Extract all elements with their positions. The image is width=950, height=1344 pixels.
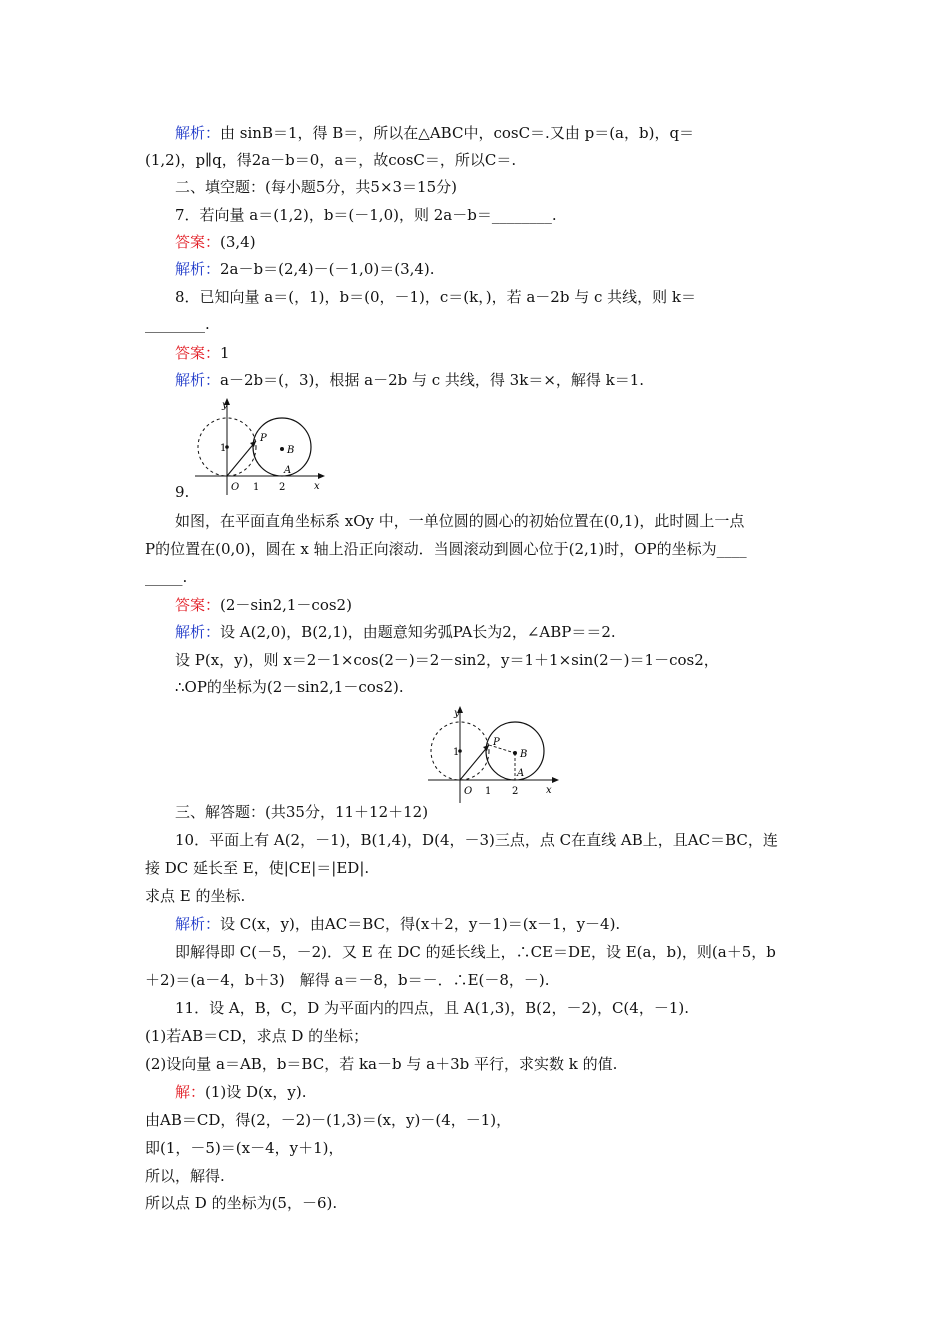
- axis-label-y: y: [222, 400, 228, 411]
- label-analysis: 解析：: [175, 371, 221, 389]
- axis-label-y: y: [454, 708, 460, 719]
- line-text: 8．已知向量 a＝(，1)，b＝(0，－1)，c＝(k，)，若 a－2b 与 c 共线，则 k＝: [175, 288, 697, 306]
- question-10-cont: [145, 858, 805, 880]
- label-analysis: 解析：: [175, 915, 221, 933]
- line-text: 10．平面上有 A(2，－1)，B(1,4)，D(4，－3)三点，点 C在直线 AB上，且AC＝BC，连: [175, 831, 778, 849]
- question-9-cont-2: [145, 567, 805, 589]
- line-text: P的位置在(0,0)，圆在 x 轴上沿正向滚动．当圆滚动到圆心位于(2,1)时，OP的坐标为____: [145, 540, 747, 558]
- line-text: 二、填空题：(每小题5分，共5×3＝15分): [175, 178, 457, 196]
- line-text: 设 A(2,0)，B(2,1)，由题意知劣弧PA长为2，∠ABP＝＝2.: [220, 623, 616, 641]
- line-text: 所以，解得.: [145, 1167, 225, 1185]
- section-heading-solve: [175, 802, 835, 824]
- question-11-part-1: [145, 1026, 805, 1048]
- question-9: [175, 511, 835, 533]
- question-10-ask: [145, 886, 805, 908]
- analysis-7: [175, 259, 835, 281]
- line-text: 1: [220, 344, 230, 362]
- line-l01: [175, 123, 835, 145]
- label-analysis: 解析：: [175, 124, 221, 142]
- tick-label-2: 2: [512, 786, 519, 797]
- line-text: 7．若向量 a＝(1,2)，b＝(－1,0)，则 2a－b＝________.: [175, 206, 557, 224]
- line-l02: [145, 150, 805, 172]
- line-text: 11．设 A，B，C，D 为平面内的四点，且 A(1,3)，B(2，－2)，C(4，－1).: [175, 999, 689, 1017]
- origin-label: O: [464, 786, 473, 797]
- line-text: 求点 E 的坐标.: [145, 887, 246, 905]
- line-text: 设 P(x，y)，则 x＝2－1×cos(2－)＝2－sin2，y＝1＋1×sin(2－)＝1－cos2，: [175, 651, 719, 669]
- point-label-a: A: [284, 465, 292, 476]
- solution-11-step-2: [145, 1138, 805, 1160]
- question-8: [175, 287, 835, 309]
- axis-label-x: x: [546, 785, 552, 796]
- question-7: [175, 205, 835, 227]
- line-text: 所以点 D 的坐标为(5，－6).: [145, 1194, 338, 1212]
- analysis-10: [175, 914, 835, 936]
- tick-label-1: 1: [253, 482, 260, 493]
- line-text: 9.: [175, 483, 190, 501]
- line-text: 由AB＝CD，得(2，－2)－(1,3)＝(x，y)－(4，－1)，: [145, 1111, 512, 1129]
- question-11: [175, 998, 835, 1020]
- question-9-cont: [145, 539, 805, 561]
- solution-11: [175, 1082, 835, 1104]
- analysis-9: [175, 622, 835, 644]
- label-answer: 答案：: [175, 233, 221, 251]
- line-text: (2－sin2,1－cos2): [220, 596, 352, 614]
- line-text: (1,2)，p∥q，得2a－b＝0，a＝，故cosC＝，所以C＝.: [145, 151, 517, 169]
- line-text: (1)设 D(x，y).: [205, 1083, 307, 1101]
- line-text: (1)若AB＝CD，求点 D 的坐标；: [145, 1027, 369, 1045]
- answer-8: [175, 343, 835, 365]
- question-10: [175, 830, 835, 852]
- point-label-p: P: [260, 433, 267, 444]
- analysis-8: [175, 370, 835, 392]
- point-label-p: P: [493, 737, 500, 748]
- analysis-10-cont-2: [145, 970, 805, 992]
- point-label-a: A: [517, 768, 525, 779]
- line-text: ＋2)＝(a－4，b＋3) 解得 a＝－8，b＝－．∴E(－8，－).: [145, 971, 550, 989]
- origin-label: O: [231, 482, 240, 493]
- line-text: _____.: [145, 568, 188, 586]
- line-text: 设 C(x，y)，由AC＝BC，得(x＋2，y－1)＝(x－1，y－4).: [220, 915, 621, 933]
- solution-11-step-3: [145, 1166, 805, 1188]
- analysis-9-cont: [175, 650, 835, 672]
- label-solution: 解：: [175, 1083, 206, 1101]
- label-answer: 答案：: [175, 344, 221, 362]
- figure-rolling-circle-2: [425, 703, 565, 806]
- line-text: (3,4): [220, 233, 256, 251]
- line-text: 三、解答题：(共35分，11＋12＋12): [175, 803, 429, 821]
- y-tick-label-1: 1: [220, 443, 227, 454]
- line-text: a－2b＝(，3)，根据 a－2b 与 c 共线，得 3k＝×，解得 k＝1.: [220, 371, 645, 389]
- question-9-number: [175, 482, 835, 504]
- analysis-9-conclusion: [175, 677, 835, 699]
- line-text: 2a－b＝(2,4)－(－1,0)＝(3,4).: [220, 260, 435, 278]
- solution-11-result: [145, 1193, 805, 1215]
- y-tick-label-1: 1: [453, 747, 460, 758]
- line-text: ________.: [145, 315, 210, 333]
- analysis-10-cont: [175, 942, 835, 964]
- line-text: 接 DC 延长至 E，使|CE|＝|ED|.: [145, 859, 370, 877]
- line-text: 由 sinB＝1，得 B＝，所以在△ABC中，cosC＝.又由 p＝(a，b)，q＝: [220, 124, 695, 142]
- point-label-b: B: [520, 749, 528, 760]
- line-text: 如图，在平面直角坐标系 xOy 中，一单位圆的圆心的初始位置在(0,1)，此时圆上一点: [175, 512, 745, 530]
- axis-label-x: x: [314, 481, 320, 492]
- line-text: (2)设向量 a＝AB，b＝BC，若 ka－b 与 a＋3b 平行，求实数 k 的值.: [145, 1055, 618, 1073]
- line-text: 即解得即 C(－5，－2)．又 E 在 DC 的延长线上，∴CE＝DE，设 E(a，b)，则(a＋5，b: [175, 943, 776, 961]
- line-text: ∴OP的坐标为(2－sin2,1－cos2).: [175, 678, 404, 696]
- solution-11-step-1: [145, 1110, 805, 1132]
- label-answer: 答案：: [175, 596, 221, 614]
- answer-7: [175, 232, 835, 254]
- answer-9: [175, 595, 835, 617]
- tick-label-2: 2: [279, 482, 286, 493]
- question-8-cont: [145, 314, 805, 336]
- question-11-part-2: [145, 1054, 805, 1076]
- section-heading-fill: [175, 177, 835, 199]
- label-analysis: 解析：: [175, 623, 221, 641]
- point-label-b: B: [287, 445, 295, 456]
- label-analysis: 解析：: [175, 260, 221, 278]
- tick-label-1: 1: [485, 786, 492, 797]
- line-text: 即(1，－5)＝(x－4，y＋1)，: [145, 1139, 344, 1157]
